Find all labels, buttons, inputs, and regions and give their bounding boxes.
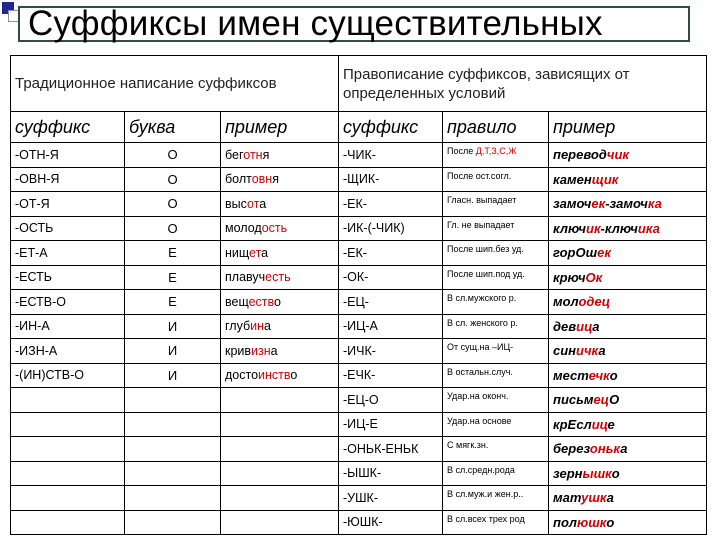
rule-text [443,388,549,413]
conditional-suffix: -ЧИК- [339,143,443,168]
traditional-example [221,339,339,364]
suffix-letter: О [125,216,221,241]
highlighted-suffix: ек [597,245,611,261]
traditional-example [221,167,339,192]
highlighted-suffix: ин [250,319,265,334]
rule-part: После шип.под уд. [447,268,525,279]
conditional-suffix: -ЕК- [339,192,443,217]
traditional-example [221,290,339,315]
word-part: мест [553,367,589,383]
suffix-letter: И [125,339,221,364]
table-row [11,192,707,217]
highlighted-suffix: еств [248,294,275,309]
word-part: зерн [553,465,583,481]
highlighted-suffix: ичк [576,343,599,359]
slide-title: Суффиксы имен существительных [28,4,603,43]
rule-text [443,290,549,315]
rule-text [443,167,549,192]
word-part: нищ [225,245,250,260]
traditional-example [221,314,339,339]
suffix-letter [125,486,221,511]
word-part: -ключ [600,220,638,236]
traditional-suffix [11,437,125,462]
rule-part: В остальн.случ. [447,366,513,377]
word-part: горОш [553,245,598,261]
traditional-suffix: -ИН-А [11,314,125,339]
traditional-example [221,412,339,437]
highlighted-suffix: от [247,196,260,211]
suffix-letter: Е [125,241,221,266]
word-part: о [606,514,615,530]
conditional-suffix: -ОК- [339,265,443,290]
highlighted-suffix: ик [586,220,601,236]
conditional-suffix: -ИЧК- [339,339,443,364]
word-part: О [609,392,620,408]
rule-text [443,192,549,217]
rule-part: Гл. не выпадает [447,219,515,230]
traditional-example [221,216,339,241]
word-part: молод [225,221,262,236]
rule-text [443,486,549,511]
table-row [11,167,707,192]
highlighted-suffix: ушк [581,490,607,506]
highlighted-suffix: есть [265,270,291,285]
highlighted-suffix: одец [578,294,611,310]
suffix-letter: О [125,192,221,217]
conditional-suffix: -ИК-(-ЧИК) [339,216,443,241]
conditional-suffix: -ЫШК- [339,461,443,486]
word-part: -замоч [605,196,648,212]
highlighted-suffix: щик [591,171,619,187]
rule-text [443,461,549,486]
word-part: крюч [553,269,586,285]
rule-text [443,363,549,388]
word-part: о [274,294,281,309]
table-header-row [11,56,707,112]
word-part: о [609,367,618,383]
word-part: а [606,490,614,506]
traditional-suffix: -(ИН)СТВ-О [11,363,125,388]
traditional-suffix [11,510,125,535]
rule-text [443,412,549,437]
rule-part: После [447,146,476,156]
suffix-letter [125,461,221,486]
rule-part: Удар.на оконч. [447,391,509,401]
rule-text [443,510,549,535]
word-part: а [592,318,600,334]
table-row [11,314,707,339]
conditional-suffix: -ЕК- [339,241,443,266]
word-part: крив [225,343,252,358]
word-part: бег [225,147,244,162]
highlighted-suffix: ка [647,196,662,212]
traditional-example [221,143,339,168]
traditional-suffix: -ОВН-Я [11,167,125,192]
word-part: а [261,245,269,260]
highlighted-suffix: иц [591,416,608,432]
conditional-example [549,314,707,339]
traditional-suffix [11,461,125,486]
suffix-letter [125,437,221,462]
suffix-letter [125,388,221,413]
word-part: мол [553,294,579,310]
conditional-example [549,486,707,511]
conditional-suffix: -УШК- [339,486,443,511]
traditional-example [221,363,339,388]
col-letter: буква [125,112,221,143]
conditional-suffix: -ОНЬК-ЕНЬК [339,437,443,462]
conditional-example [549,363,707,388]
conditional-example [549,241,707,266]
rule-part: Гласн. выпадает [447,195,517,205]
traditional-suffix: -ЕСТВ-О [11,290,125,315]
word-part: выс [225,196,248,211]
suffix-letter: Е [125,265,221,290]
word-part: замоч [553,196,592,212]
suffix-letter [125,510,221,535]
traditional-example [221,192,339,217]
word-part: я [262,147,270,162]
suffix-letter: О [125,167,221,192]
highlighted-suffix: ика [637,220,660,236]
col-suffix-2: суффикс [339,112,443,143]
col-rule: правило [443,112,549,143]
rule-text [443,265,549,290]
table-row [11,510,707,535]
highlighted-suffix: ет [249,245,262,260]
word-part: перевод [553,147,607,163]
highlighted-suffix: Ок [585,269,603,285]
highlighted-suffix: чик [606,147,629,163]
table-row [11,216,707,241]
table-row [11,388,707,413]
traditional-example [221,510,339,535]
table-row [11,265,707,290]
rule-part: В сл.муж.и жен.р.. [447,489,524,499]
col-suffix-1: суффикс [11,112,125,143]
header-traditional: Традиционное написание суффиксов [11,56,339,112]
table-row [11,290,707,315]
table-row [11,412,707,437]
highlighted-suffix: ечк [588,367,610,383]
suffix-table [10,55,707,535]
suffix-letter: И [125,363,221,388]
word-part: син [553,343,577,359]
highlighted-suffix: овн [251,172,273,187]
word-part: крЕсл [553,416,592,432]
traditional-suffix [11,388,125,413]
conditional-suffix: -ИЦ-А [339,314,443,339]
rule-part: С мягк.зн. [447,440,489,450]
rule-text [443,241,549,266]
rule-part: В сл.всех трех род [447,513,525,524]
rule-text [443,339,549,364]
table-row [11,461,707,486]
traditional-example [221,461,339,486]
traditional-suffix: -ОСТЬ [11,216,125,241]
conditional-example [549,437,707,462]
highlighted-suffix: ец [593,392,610,408]
col-example-2: пример [549,112,707,143]
rule-part: От сущ.на –ИЦ- [447,342,514,352]
highlighted-suffix: изн [251,343,271,358]
conditional-example [549,412,707,437]
conditional-example [549,290,707,315]
table-row [11,241,707,266]
highlighted-suffix: юшк [576,514,607,530]
word-part: я [272,172,279,187]
rule-part: После ост.согл. [447,170,512,181]
conditional-suffix: -ИЦ-Е [339,412,443,437]
word-part: ключ [553,220,587,236]
conditional-suffix: -ЮШК- [339,510,443,535]
conditional-suffix: -ЕЦ- [339,290,443,315]
rule-text [443,437,549,462]
highlighted-suffix: инств [258,368,291,383]
table-row [11,437,707,462]
traditional-suffix [11,486,125,511]
table-row [11,339,707,364]
header-conditional: Правописание суффиксов, зависящих от определенных условий [339,56,707,112]
word-part: о [611,465,620,481]
word-part: болт [225,172,252,187]
suffix-letter: И [125,314,221,339]
highlighted-letters: Д,Т,З,С,Ж [475,146,517,156]
table-row [11,143,707,168]
traditional-example [221,241,339,266]
traditional-suffix: -ОТ-Я [11,192,125,217]
conditional-suffix: -ЩИК- [339,167,443,192]
word-part: досто [225,368,259,383]
conditional-example [549,216,707,241]
conditional-example [549,192,707,217]
traditional-suffix: -ЕТ-А [11,241,125,266]
suffix-letter: О [125,143,221,168]
word-part: глуб [225,319,251,334]
word-part: а [620,441,628,457]
traditional-example [221,437,339,462]
word-part: дев [553,318,577,334]
traditional-example [221,388,339,413]
column-header-row [11,112,707,143]
rule-text [443,143,549,168]
word-part: а [259,196,267,211]
word-part: берез [553,441,590,457]
conditional-example [549,339,707,364]
col-example-1: пример [221,112,339,143]
word-part: а [270,343,278,358]
traditional-example [221,486,339,511]
suffix-letter [125,412,221,437]
conditional-example [549,510,707,535]
highlighted-suffix: иц [576,318,593,334]
rule-part: После шип.без уд. [447,244,524,254]
traditional-suffix: -ЕСТЬ [11,265,125,290]
conditional-suffix: -ЕЧК- [339,363,443,388]
conditional-example [549,461,707,486]
rule-text [443,314,549,339]
conditional-suffix: -ЕЦ-О [339,388,443,413]
traditional-suffix [11,412,125,437]
traditional-example [221,265,339,290]
conditional-example [549,143,707,168]
word-part: е [607,416,615,432]
word-part: а [264,319,271,334]
rule-part: Удар.на основе [447,415,512,426]
word-part: о [290,368,298,383]
suffix-letter: Е [125,290,221,315]
table-row [11,363,707,388]
word-part: плавуч [225,270,266,285]
rule-text [443,216,549,241]
traditional-suffix: -ИЗН-А [11,339,125,364]
rule-part: В сл. женского р. [447,317,518,328]
rule-part: В сл.мужского р. [447,293,517,303]
conditional-example [549,388,707,413]
word-part: письм [553,392,594,408]
highlighted-suffix: ек [591,196,606,212]
traditional-suffix: -ОТН-Я [11,143,125,168]
conditional-example [549,167,707,192]
highlighted-suffix: отн [243,147,263,162]
highlighted-suffix: оньк [589,441,621,457]
word-part: камен [553,171,592,187]
highlighted-suffix: ость [261,221,288,236]
conditional-example [549,265,707,290]
word-part: а [598,343,606,359]
highlighted-suffix: ышк [582,465,612,481]
table-row [11,486,707,511]
word-part: вещ [225,294,249,309]
rule-part: В сл.средн.рода [447,464,515,475]
word-part: мат [553,490,582,506]
word-part: пол [553,514,577,530]
